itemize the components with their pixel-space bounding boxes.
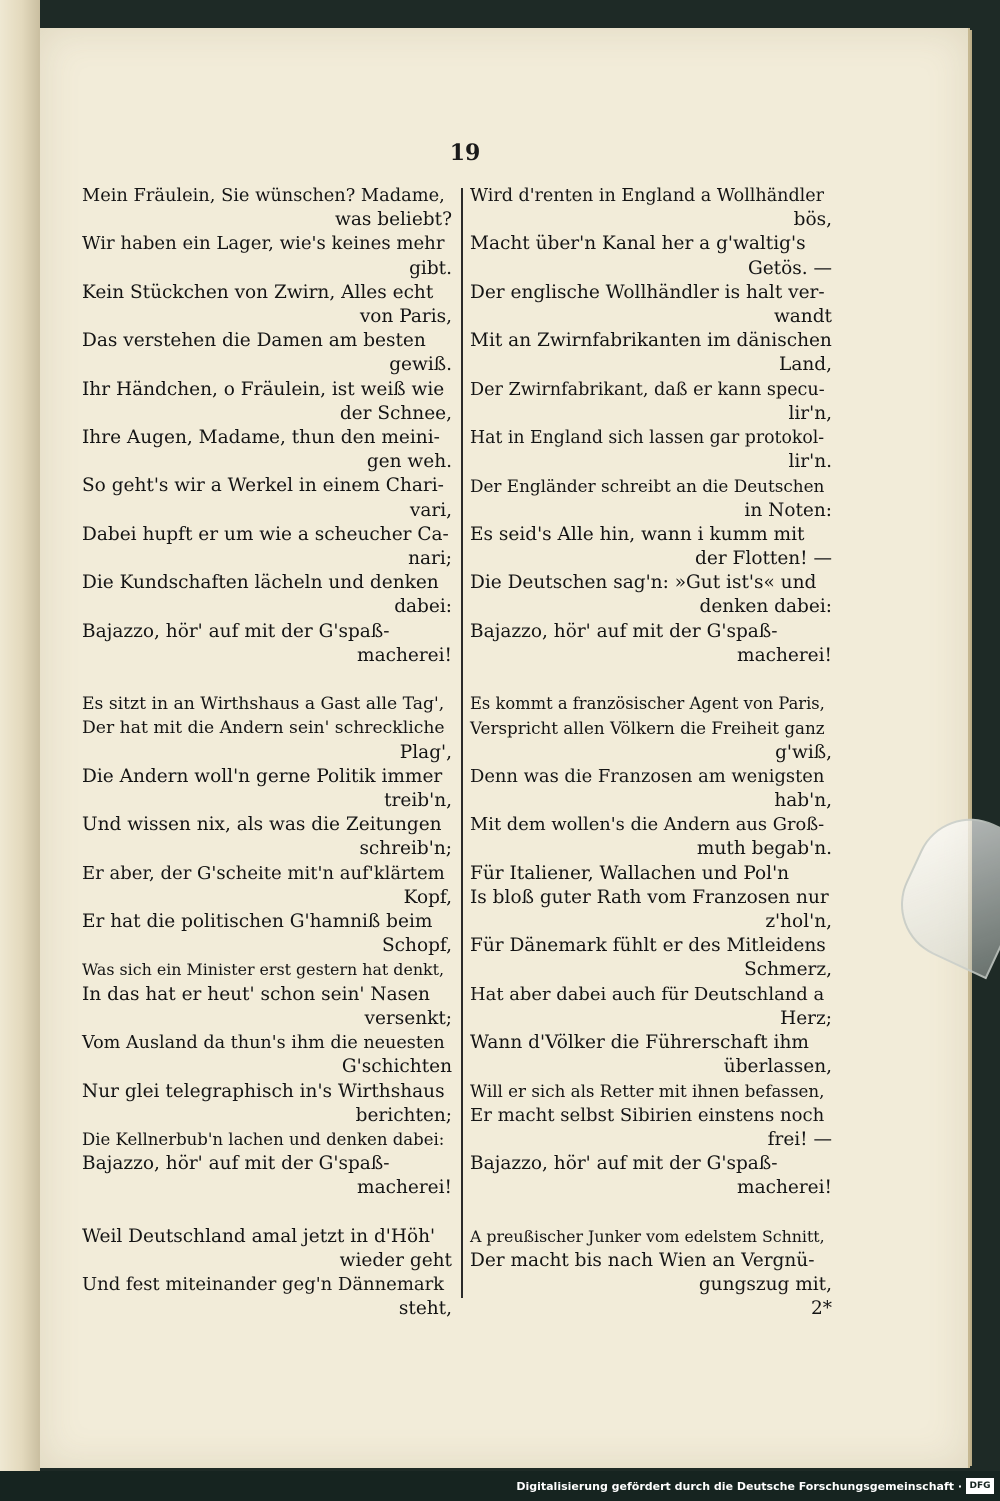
verse-line: macherei! — [737, 1177, 832, 1199]
verse-line: Er aber, der G'scheite mit'n auf'klärtem — [82, 862, 445, 884]
verse-line: Ihr Händchen, o Fräulein, ist weiß wie — [82, 378, 445, 400]
verse-line: der Flotten! — — [695, 548, 832, 570]
verse-line: Hat in England sich lassen gar protokol- — [470, 428, 825, 449]
verse-line: Mein Fräulein, Sie wünschen? Madame, — [82, 185, 445, 206]
verse-line: Für Italiener, Wallachen und Pol'n — [470, 862, 790, 884]
verse-line: Der englische Wollhändler is halt ver- — [470, 281, 825, 303]
dfg-logo: DFG — [966, 1478, 994, 1494]
verse-line: Hat aber dabei auch für Deutschland a — [470, 983, 825, 1005]
verse-line: bös, — [793, 209, 832, 231]
verse-line: Herz; — [780, 1007, 832, 1029]
verse-line: steht, — [398, 1298, 452, 1320]
verse-line: Er macht selbst Sibirien einstens noch — [470, 1104, 825, 1126]
verse-line: Was sich ein Minister erst gestern hat denkt, — [82, 960, 445, 980]
verse-line: von Paris, — [359, 306, 452, 328]
verse-line: Die Kellnerbub'n lachen und denken dabei: — [82, 1129, 445, 1149]
verse-line: Dabei hupft er um wie a scheucher Ca- — [82, 523, 449, 545]
verse-line: Der macht bis nach Wien an Vergnü- — [470, 1249, 815, 1271]
verse-line: wieder geht — [339, 1249, 452, 1271]
verse-line: treib'n, — [384, 790, 452, 812]
verse-line: gibt. — [409, 257, 452, 279]
verse-line: A preußischer Junker vom edelstem Schnitt, — [470, 1226, 825, 1246]
verse-line: Es seid's Alle hin, wann i kumm mit — [470, 523, 805, 545]
verse-line: Und fest miteinander geg'n Dännemark — [82, 1274, 445, 1296]
footer-bar — [0, 1471, 1000, 1501]
verse-line: Schmerz, — [744, 959, 832, 981]
verse-line — [470, 668, 832, 692]
verse-line: Der Engländer schreibt an die Deutschen — [470, 476, 825, 497]
verse-line: g'wiß, — [775, 741, 832, 763]
verse-line: Will er sich als Retter mit ihnen befassen, — [470, 1081, 825, 1101]
verse-line: denken dabei: — [699, 596, 832, 618]
verse-line — [470, 1201, 832, 1225]
verse-line: Land, — [779, 354, 832, 376]
verse-line: In das hat er heut' schon sein' Nasen — [82, 983, 430, 1005]
verse-line: Bajazzo, hör' auf mit der G'spaß- — [470, 620, 778, 642]
verse-line: Mit dem wollen's die Andern aus Groß- — [470, 814, 825, 836]
verse-line: Es sitzt in an Wirthshaus a Gast alle Tag', — [82, 694, 445, 715]
verse-line: Nur glei telegraphisch in's Wirthshaus — [82, 1080, 445, 1102]
verse-line: Schopf, — [382, 935, 452, 957]
book-gutter — [0, 0, 40, 1501]
verse-line: hab'n, — [774, 790, 832, 812]
verse-line: schreib'n; — [359, 838, 452, 860]
verse-line: Macht über'n Kanal her a g'waltig's — [470, 233, 806, 255]
verse-line: Wir haben ein Lager, wie's keines mehr — [82, 233, 445, 255]
verse-line: überlassen, — [723, 1056, 832, 1078]
footer-credit: Digitalisierung gefördert durch die Deutsche Forschungsgemeinschaft · — [516, 1480, 962, 1493]
verse-line: Die Deutschen sag'n: »Gut ist's« und — [470, 572, 817, 594]
verse-line: gungszug mit, — [698, 1274, 832, 1296]
verse-line: Bajazzo, hör' auf mit der G'spaß- — [82, 1153, 390, 1175]
verse-line: wandt — [773, 306, 832, 328]
verse-line: Bajazzo, hör' auf mit der G'spaß- — [470, 1153, 778, 1175]
verse-line: macherei! — [357, 644, 452, 666]
verse-line: z'hol'n, — [765, 911, 832, 933]
column-divider — [461, 188, 463, 1298]
verse-line: Das verstehen die Damen am besten — [82, 330, 426, 352]
verse-line: lir'n. — [788, 451, 832, 473]
verse-line: Der Zwirnfabrikant, daß er kann specu- — [470, 379, 825, 400]
verse-line: berichten; — [355, 1104, 452, 1126]
verse-line: 2* — [810, 1298, 832, 1320]
verse-line: gen weh. — [366, 451, 452, 473]
verse-line: gewiß. — [389, 354, 452, 376]
verse-line: in Noten: — [744, 499, 832, 521]
verse-line: Verspricht allen Völkern die Freiheit ganz — [470, 718, 825, 739]
verse-line: Denn was die Franzosen am wenigsten — [470, 765, 825, 787]
verse-line: So geht's wir a Werkel in einem Chari- — [82, 475, 444, 497]
verse-line: Die Kundschaften lächeln und denken — [82, 572, 439, 594]
verse-line: Ihre Augen, Madame, thun den meini- — [82, 427, 440, 449]
verse-line: Die Andern woll'n gerne Politik immer — [82, 765, 443, 787]
verse-line: muth begab'n. — [696, 838, 832, 860]
verse-line: Und wissen nix, als was die Zeitungen — [82, 814, 442, 836]
verse-line: nari; — [408, 548, 452, 570]
page-number: 19 — [449, 140, 481, 166]
verse-line: dabei: — [394, 596, 452, 618]
verse-line: der Schnee, — [339, 402, 452, 424]
verse-line: Vom Ausland da thun's ihm die neuesten — [82, 1033, 445, 1054]
verse-line: Bajazzo, hör' auf mit der G'spaß- — [82, 620, 390, 642]
verse-line: was beliebt? — [334, 209, 452, 231]
verse-line: macherei! — [357, 1177, 452, 1199]
verse-line — [82, 668, 452, 692]
verse-line: Mit an Zwirnfabrikanten im dänischen — [470, 330, 832, 352]
verse-line: Es kommt a französischer Agent von Paris, — [470, 694, 825, 714]
verse-line: Wann d'Völker die Führerschaft ihm — [470, 1032, 809, 1054]
verse-line — [82, 1201, 452, 1225]
verse-line: lir'n, — [788, 402, 832, 424]
verse-line: Kopf, — [403, 886, 452, 908]
verse-line: Weil Deutschland amal jetzt in d'Höh' — [82, 1225, 436, 1247]
verse-line: Er hat die politischen G'hamniß beim — [82, 911, 433, 933]
left-column — [82, 184, 452, 1322]
verse-line: Getös. — — [747, 257, 832, 279]
verse-line: Kein Stückchen von Zwirn, Alles echt — [82, 281, 434, 303]
verse-line: frei! — — [767, 1128, 832, 1150]
verse-line: Wird d'renten in England a Wollhändler — [470, 186, 825, 206]
verse-line: macherei! — [737, 644, 832, 666]
verse-line: vari, — [409, 499, 452, 521]
verse-line: Der hat mit die Andern sein' schreckliche — [82, 718, 445, 739]
right-column — [470, 184, 832, 1322]
verse-line: G'schichten — [341, 1056, 452, 1078]
verse-line: Plag', — [399, 741, 452, 763]
verse-line: versenkt; — [364, 1007, 452, 1029]
verse-line: Für Dänemark fühlt er des Mitleidens — [470, 935, 826, 957]
verse-line: Is bloß guter Rath vom Franzosen nur — [470, 886, 829, 908]
